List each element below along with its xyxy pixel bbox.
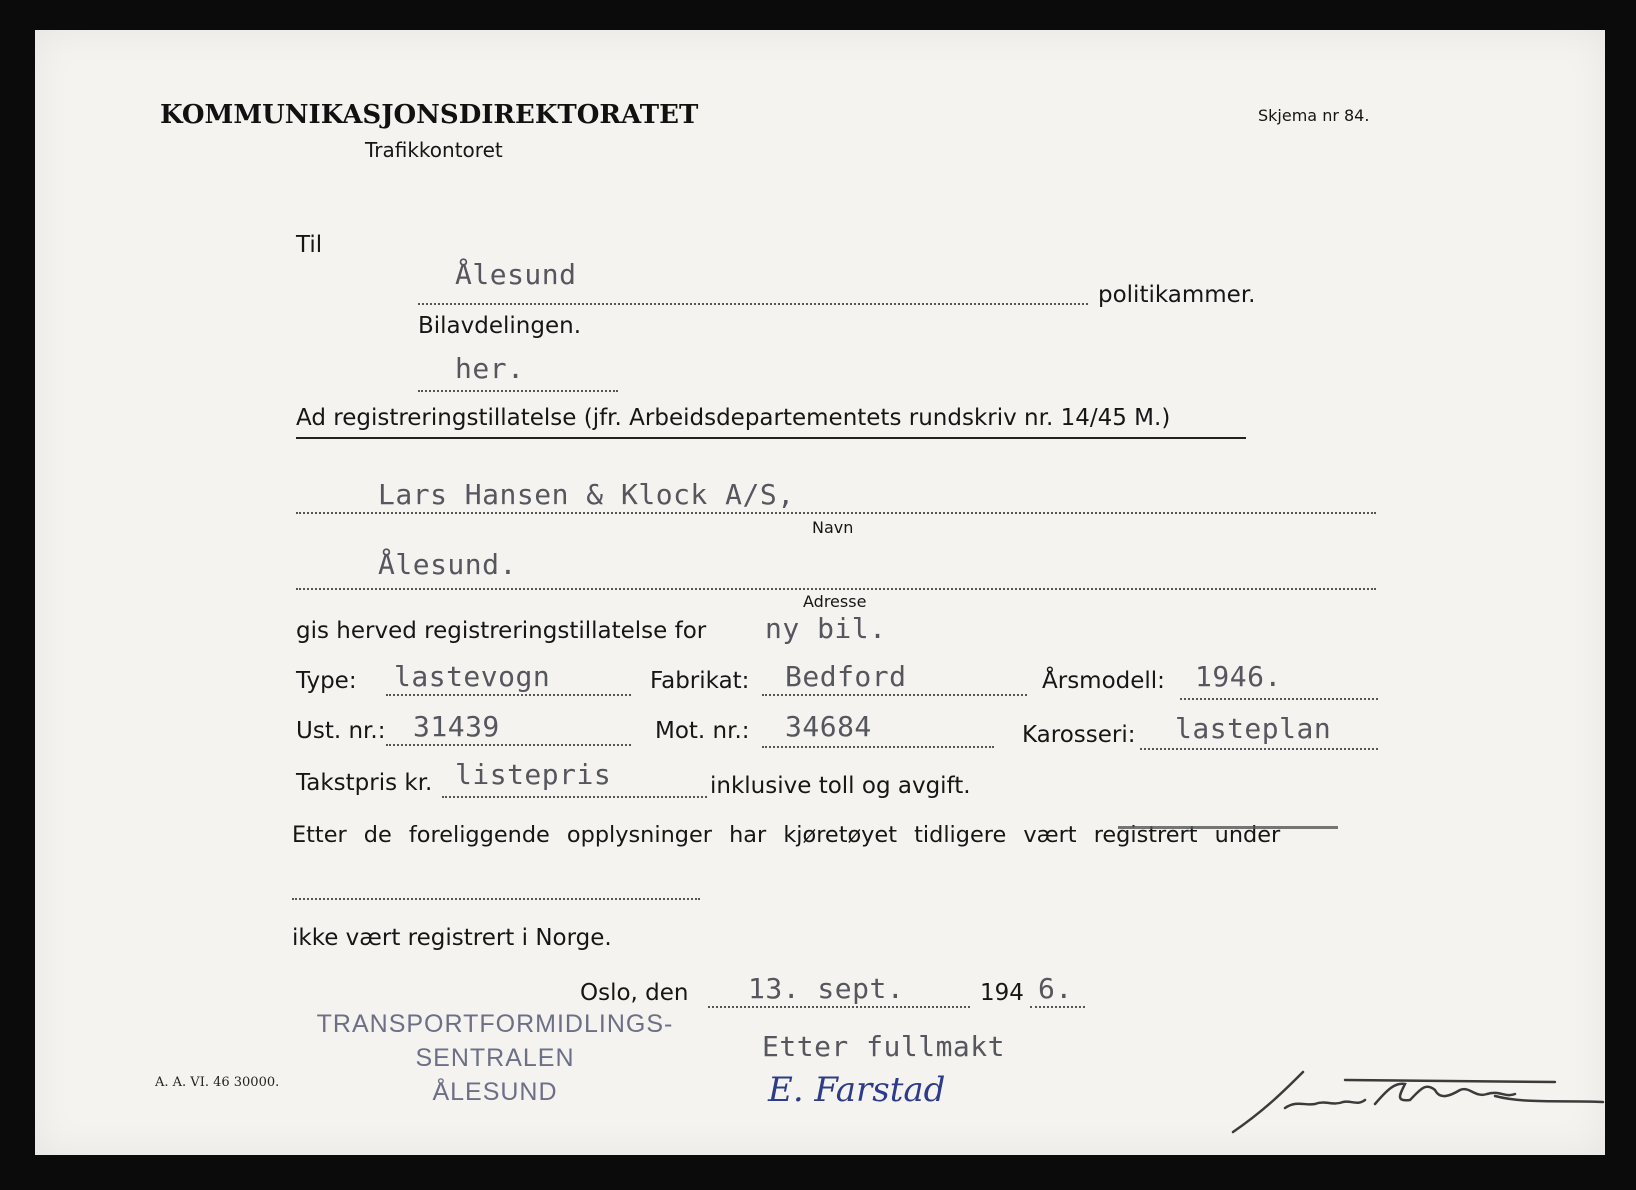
recipient-address-line bbox=[296, 588, 1376, 590]
recipient-name-line bbox=[296, 512, 1376, 514]
make-value: Bedford bbox=[785, 660, 907, 693]
history-line2: ikke vært registrert i Norge. bbox=[292, 925, 612, 951]
year-value: 1946. bbox=[1195, 660, 1282, 693]
type-line bbox=[386, 694, 631, 696]
year-label: Årsmodell: bbox=[1042, 668, 1165, 694]
office-name: Trafikkontoret bbox=[365, 138, 503, 162]
engine-line bbox=[762, 746, 994, 748]
permit-value: ny bil. bbox=[765, 612, 887, 645]
org-title: KOMMUNIKASJONSDIREKTORATET bbox=[160, 100, 699, 130]
date-year-prefix: 194 bbox=[980, 980, 1024, 1006]
date-place: Oslo, den bbox=[580, 980, 689, 1006]
type-value: lastevogn bbox=[394, 660, 551, 693]
subject: Ad registreringstillatelse (jfr. Arbeidsdepartementets rundskriv nr. 14/45 M.) bbox=[296, 405, 1171, 431]
form-number: Skjema nr 84. bbox=[1258, 106, 1370, 125]
subject-underline bbox=[296, 437, 1246, 439]
engine-label: Mot. nr.: bbox=[655, 718, 750, 744]
body-value: lasteplan bbox=[1175, 712, 1332, 745]
year-line bbox=[1180, 698, 1378, 700]
date-day-line bbox=[708, 1006, 970, 1008]
make-line bbox=[762, 694, 1027, 696]
signature-authority: Etter fullmakt bbox=[762, 1030, 1006, 1063]
stamp-line2: SENTRALEN bbox=[415, 1044, 575, 1072]
signature-name: E. Farstad bbox=[768, 1070, 946, 1110]
body-line bbox=[1140, 748, 1378, 750]
to-label: Til bbox=[296, 232, 323, 258]
chassis-line bbox=[386, 744, 631, 746]
name-label: Navn bbox=[812, 518, 854, 537]
stamp-line3: ÅLESUND bbox=[432, 1078, 558, 1106]
handwritten-signature bbox=[1225, 1060, 1605, 1140]
print-code: A. A. VI. 46 30000. bbox=[155, 1075, 280, 1090]
permit-text: gis herved registreringstillatelse for bbox=[296, 618, 707, 644]
date-day: 13. sept. bbox=[748, 972, 905, 1005]
date-year-suffix: 6. bbox=[1038, 972, 1073, 1005]
department: Bilavdelingen. bbox=[418, 313, 582, 339]
recipient-name: Lars Hansen & Klock A/S, bbox=[378, 478, 795, 511]
price-value: listepris bbox=[455, 758, 612, 791]
police-suffix: politikammer. bbox=[1098, 282, 1256, 308]
engine-value: 34684 bbox=[785, 710, 872, 743]
history-blank-line bbox=[292, 898, 700, 900]
chassis-value: 31439 bbox=[413, 710, 500, 743]
chassis-label: Ust. nr.: bbox=[296, 718, 386, 744]
price-label: Takstpris kr. bbox=[296, 770, 433, 796]
make-label: Fabrikat: bbox=[650, 668, 750, 694]
address-label: Adresse bbox=[803, 592, 867, 611]
history-line1: Etter de foreliggende opplysninger har kjøretøyet tidligere vært registrert under bbox=[292, 822, 1281, 848]
police-city-line bbox=[418, 303, 1088, 305]
type-label: Type: bbox=[296, 668, 357, 694]
police-city: Ålesund bbox=[455, 258, 577, 291]
stamp-line1: TRANSPORTFORMIDLINGS- bbox=[316, 1010, 674, 1038]
date-year-line bbox=[1030, 1006, 1085, 1008]
body-label: Karosseri: bbox=[1022, 722, 1136, 748]
price-line bbox=[442, 796, 707, 798]
here-value: her. bbox=[455, 352, 525, 385]
here-line bbox=[418, 390, 618, 392]
price-suffix: inklusive toll og avgift. bbox=[710, 773, 971, 799]
recipient-address: Ålesund. bbox=[378, 548, 517, 581]
strike-through-mark bbox=[1118, 826, 1338, 839]
